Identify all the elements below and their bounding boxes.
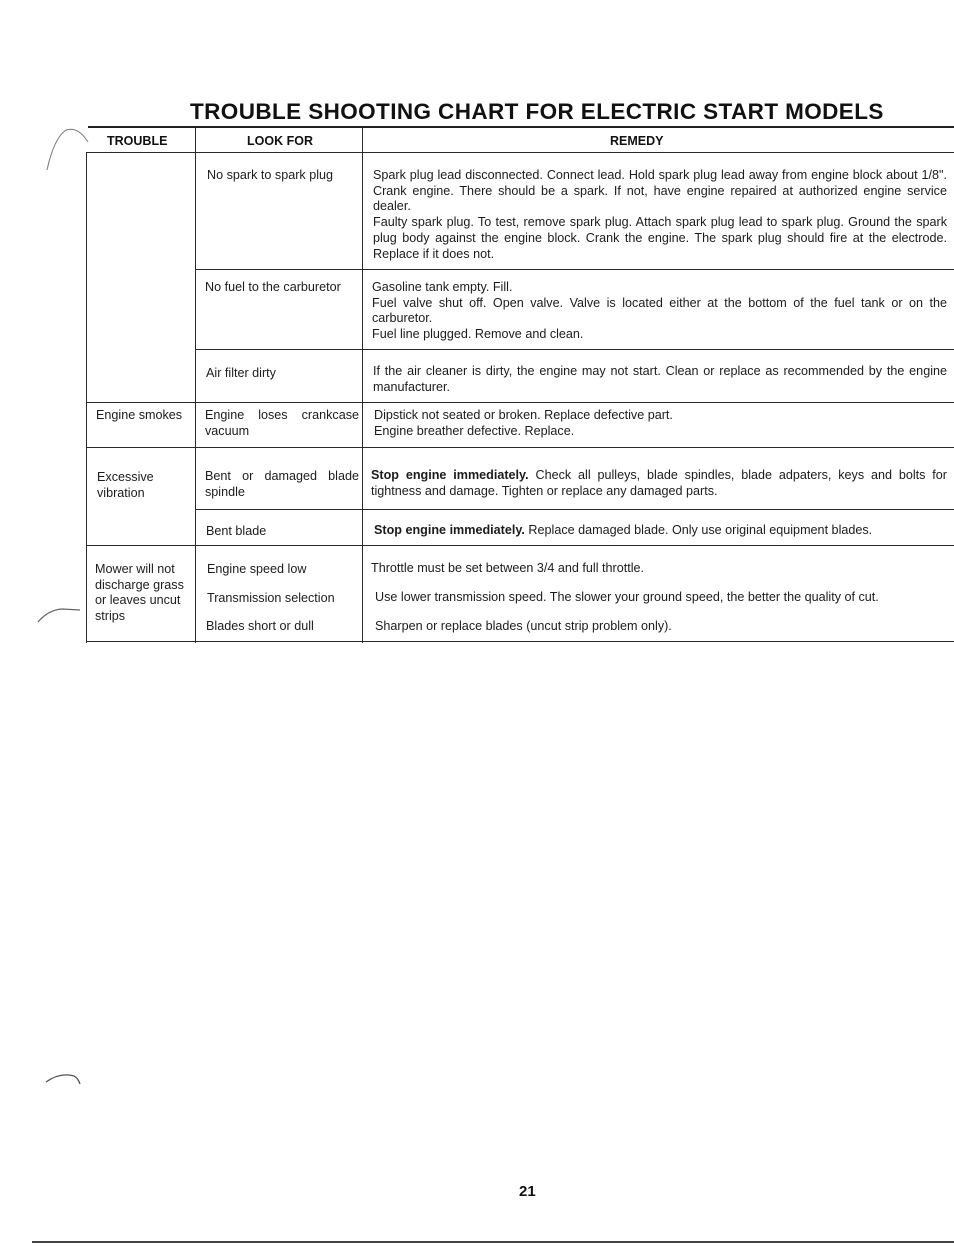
look-for-cell: Bent or damaged blade spindle — [205, 469, 359, 499]
trouble-cell: Mower will not discharge grass or leaves uncut strips — [95, 562, 184, 624]
look-for-cell: Bent blade — [206, 524, 267, 538]
remedy-text: Throttle must be set between 3/4 and full throttle. — [371, 561, 645, 575]
trouble-cell: Excessive vibration — [97, 470, 154, 500]
look-for-cell: Air filter dirty — [206, 366, 276, 380]
remedy-cell — [373, 364, 947, 395]
column-divider-look-for — [362, 127, 363, 643]
row-divider — [195, 349, 954, 350]
look-for-cell: No spark to spark plug — [207, 168, 333, 182]
row-divider — [195, 509, 954, 510]
remedy-text: Fuel valve shut off. Open valve. Valve is located either at the bottom of the fuel tank or on the carburetor. — [372, 295, 947, 326]
remedy-text: Spark plug lead disconnected. Connect lead. Hold spark plug lead away from engine block about 1/8". Crank engine. There should be a spark. If not, have engine repaired at authorized engine service dealer. — [373, 168, 947, 214]
table-bottom-border — [86, 641, 954, 642]
remedy-cell — [372, 280, 947, 343]
scan-mark — [44, 124, 94, 174]
remedy-text — [374, 523, 948, 539]
title-rule — [88, 126, 954, 128]
remedy-text: If the air cleaner is dirty, the engine may not start. Clean or replace as recommended by the engine manufacturer. — [373, 364, 947, 394]
remedy-text: Engine breather defective. Replace. — [374, 423, 575, 438]
remedy-cell — [373, 168, 947, 262]
remedy-cell — [371, 468, 947, 499]
header-trouble: TROUBLE — [107, 134, 168, 148]
scan-mark — [44, 1070, 84, 1090]
page-title: TROUBLE SHOOTING CHART FOR ELECTRIC START MODELS — [190, 99, 884, 124]
page-number: 21 — [519, 1183, 536, 1200]
remedy-text: Gasoline tank empty. Fill. — [372, 280, 513, 294]
row-divider — [86, 545, 954, 546]
header-remedy: REMEDY — [610, 134, 664, 148]
scan-mark — [36, 604, 82, 626]
remedy-cell — [375, 590, 947, 606]
look-for-cell: No fuel to the carburetor — [205, 280, 341, 294]
look-for-cell: Transmission selection — [207, 591, 335, 605]
look-for-cell: Engine loses crankcase vacuum — [205, 408, 359, 438]
remedy-text: Use lower transmission speed. The slower your ground speed, the better the quality of cut. — [375, 590, 879, 604]
header-bottom-rule — [86, 152, 954, 153]
remedy-cell — [374, 523, 948, 539]
remedy-text: Faulty spark plug. To test, remove spark plug. Attach spark plug lead to spark plug. Ground the spark plug body against the engine block. Crank the engine. The spark plug should fire at the electrode. Replace if it does not. — [373, 215, 947, 261]
remedy-text: Sharpen or replace blades (uncut strip problem only). — [375, 619, 672, 633]
row-divider — [86, 447, 954, 448]
look-for-cell: Engine speed low — [207, 562, 307, 576]
row-divider — [86, 402, 954, 403]
trouble-cell: Engine smokes — [96, 408, 183, 422]
row-divider — [195, 269, 954, 270]
remedy-warning: Stop engine immediately. — [374, 523, 525, 537]
remedy-text: Fuel line plugged. Remove and clean. — [372, 327, 584, 342]
remedy-cell — [371, 561, 947, 577]
remedy-detail: Replace damaged blade. Only use original equipment blades. — [524, 523, 873, 537]
remedy-detail: Check all pulleys, blade spindles, blade adpaters, keys and bolts for tightness and damage. Tighten or replace any damaged parts. — [371, 468, 947, 498]
look-for-cell: Blades short or dull — [206, 619, 314, 633]
remedy-warning: Stop engine immediately. — [371, 468, 529, 482]
table-left-border — [86, 153, 87, 643]
header-look-for: LOOK FOR — [247, 134, 313, 148]
remedy-cell — [374, 408, 946, 439]
page-bottom-rule — [32, 1241, 954, 1243]
remedy-text: Dipstick not seated or broken. Replace defective part. — [374, 408, 673, 422]
column-divider-trouble — [195, 127, 196, 643]
remedy-cell — [375, 619, 947, 635]
remedy-text — [371, 468, 947, 499]
